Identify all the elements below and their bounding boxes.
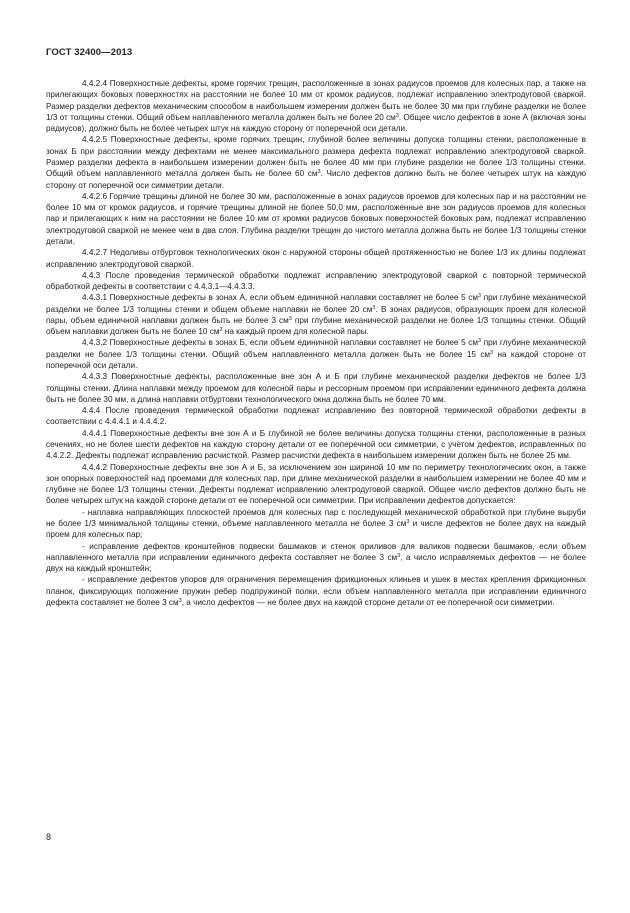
superscript: 3 [219,327,223,334]
paragraph [46,541,586,575]
paragraph-text: - наплавка направляющих плоскостей проемов для колесных пар с последующей механической обработкой при глубине выруби не более 1/3 минимальной толщины стенки, объеме наплавленного металла не более 3 см [46,507,586,528]
paragraph [46,337,586,371]
paragraph [46,134,586,190]
paragraph [46,405,586,428]
paragraph-text: 4.4.4.1 Поверхностные дефекты вне зон А и Б глубиной не более величины допуска толщины стенки, расположенные в разных сечениях, но не более шести дефектов на каждую сторону детали от ее поперечной оси симметрии, с учетом дефектов, исправленных по 4.4.2.2. Дефекты подлежат исправлению расчисткой. Размер расчистки дефекта в наибольшем измерении должен быть не более 25 мм. [46,428,586,461]
paragraph-text: 4.4.2.6 Горячие трещины длиной не более 30 мм, расположенные в зонах радиусов проемов для колесных пар и на расстоянии не более 10 мм от кромок радиусов, и горячие трещины длиной не более 50,0 мм, расположенные вне зон радиусов проемов для колесных пар и прилегающих к ним на расстоянии не более 10 мм от кромки радиусов боковых поверхностей боковых рам, подлежат исправлению электродуговой сваркой не менее чем в два слоя. Глубина разделки трещин до чистого металла должна быть не более 1/3 толщины стенки детали. [46,191,586,246]
paragraph [46,574,586,608]
paragraph-text: 4.4.2.5 Поверхностные дефекты, кроме горячих трещин, глубиной более величины допуска толщины стенки, расположенные в зонах Б при расстоянии между дефектами не менее максимального размера дефекта подлежат исправлению электродуговой сваркой. Размер разделки дефекта в наибольшем измерении должен быть не более 40 мм при глубине разделки не более 1/3 толщины стенки. Общий объем наплавленного металла должен быть не более 60 см [46,135,586,179]
paragraph [46,78,586,134]
paragraph-text: 4.4.2.7 Недоливы отбуртовок технологических окон с наружной стороны общей протяженностью не более 1/3 их длины подлежат исправлению электродуговой сваркой. [46,248,586,269]
paragraph-text: - исправление дефектов упоров для ограничения перемещения фрикционных клиньев и ушек в местах крепления фрикционных планок, фиксирующих положение пружин ребер подпружиной полки, если объем наплавленного металла при исправлении единичного дефекта составляет не более 3 см [46,575,586,607]
paragraph [46,191,586,247]
paragraph-text: 4.4.3.1 Поверхностные дефекты в зонах А, если объем единичной наплавки составляет не более 5 см [82,293,479,303]
superscript: 3 [478,338,482,345]
paragraph-text: и числе дефектов не более двух на каждый проем для колесных пар; [46,518,586,540]
superscript: 3 [372,304,376,311]
paragraph-text: 4.4.3 После проведения термической обработки подлежат исправлению электродуговой сваркой с повторной термической обработкой дефекты в соответствии с 4.4.3.1—4.4.3.3. [46,270,586,292]
superscript: 3 [397,552,401,559]
paragraph [46,507,586,541]
paragraph [46,428,586,462]
paragraph-text: - исправление дефектов кронштейнов подвески башмаков и стенок приливов для валиков подвески башмаков, если объем наплавленного металла при исправлении единичного дефекта составляет не более 3 см [46,541,586,562]
paragraph [46,270,586,293]
paragraph-text: 4.4.4 После проведения термической обработки подлежат исправлению без повторной термической обработки дефекты в соответствии с 4.4.4.1 и 4.4.4.2. [46,406,586,427]
paragraph-text: на каждой стороне от поперечной оси детали. [46,349,586,371]
paragraph-text: , а число исправляемых дефектов — не более двух на каждый кронштейн; [46,552,586,574]
paragraph [46,247,586,270]
paragraph-text: на каждый проем для колесной пары. [222,327,369,337]
paragraph-text: при глубине механической разделки не более 1/3 толщины стенки. Общий объем наплавки должен быть не более 10 см [46,315,586,337]
paragraph-text: . Число дефектов должно быть не более четырех штук на каждую сторону от поперечной оси симметрии детали. [46,169,586,190]
superscript: 3 [406,518,410,525]
paragraph-text: при глубине механической разделки не более 1/3 толщины стенки и общем объеме наплавки не более 20 см [46,293,586,314]
paragraph-text: , а число дефектов — не более двух на каждой стороне детали от ее поперечной оси симметрии. [181,597,555,607]
paragraph-text: 4.4.4.2 Поверхностные дефекты вне зон А и Б, за исключением зон шириной 10 мм по периметру технологических окон, а также зон опорных поверхностей над проемами для колесных пар, при длине механической разделки в наибольшем измерении не более 40 мм и глубине не более 1/3 толщины стенки. Дефекты подлежат исправлению электродуговой сваркой. Общее число дефектов должно быть не более четырех штук на каждой стороне детали от ее поперечной оси симметрии. При исправлении дефектов допускается: [46,462,586,506]
paragraph [46,371,586,405]
paragraph [46,292,586,337]
superscript: 3 [317,169,321,176]
paragraph-text: 4.4.2.4 Поверхностные дефекты, кроме горячих трещин, расположенные в зонах радиусов проемов для колесных пар, а также на прилегающих боковых поверхностях на расстоянии не более 10 мм от кромок радиусов, подлежат исправлению электродуговой сваркой. Размер разделки дефектов механическим способом в наибольшем измерении должен быть не более 30 мм при глубине разделки не более 1/3 от толщины стенки. Общий объем наплавленного металла должен быть не более 20 см [46,79,586,122]
paragraph-text: 4.4.3.2 Поверхностные дефекты в зонах Б, если объем единичной наплавки составляет не более 5 см [82,338,478,348]
paragraph-text: . В зонах радиусов, образующих проем для колесной пары, объем единичной наплавки должен быть не более 3 см [46,304,586,325]
document-header: ГОСТ 32400—2013 [46,47,133,58]
superscript: 3 [478,293,482,300]
paragraph [46,462,586,507]
superscript: 3 [178,597,182,604]
paragraph-text: . Общее число дефектов в зоне А (включая зоны радиусов), должно быть не более четырех штук на каждую сторону от поперечной оси детали. [46,112,586,134]
paragraph-text: 4.4.3.3 Поверхностные дефекты, расположенные вне зон А и Б при глубине механической разделки дефектов не более 1/3 толщины стенки. Длина наплавки между проемом для колесной пары и рессорным проемом при исправлении единичного дефекта должна быть не более 30 мм, а длина наплавки отбуртовки технологического окна должна быть не более 70 мм. [46,372,586,404]
superscript: 3 [395,112,399,119]
superscript: 3 [288,315,292,322]
superscript: 3 [490,349,494,356]
page-number: 8 [46,832,52,842]
paragraph-text: при глубине механической разделки не более 1/3 толщины стенки. Общий объем наплавленного металла должен быть не более 15 см [46,338,586,359]
body-text [46,78,586,608]
